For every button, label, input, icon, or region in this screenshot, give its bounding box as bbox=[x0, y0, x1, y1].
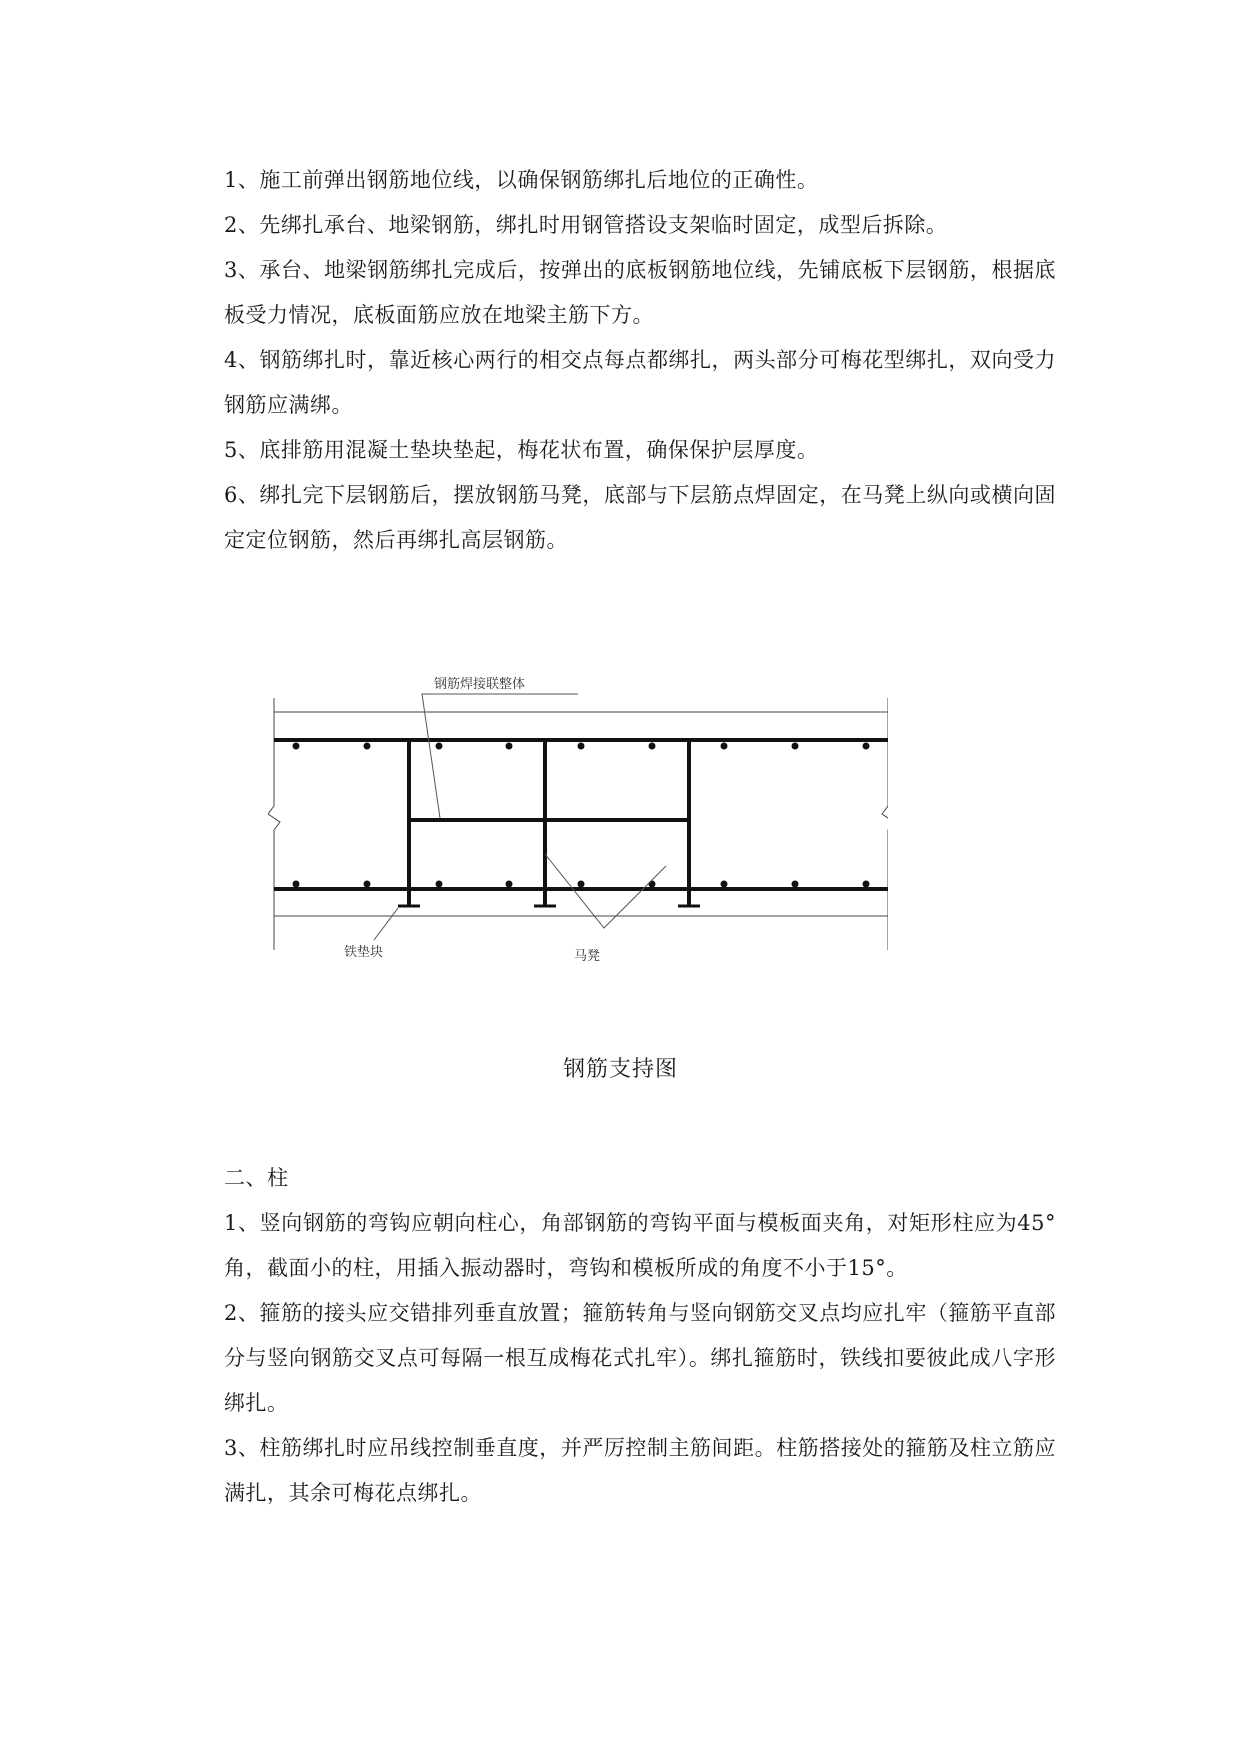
rebar-dot bbox=[792, 881, 799, 888]
distribution-bars bbox=[293, 743, 870, 888]
rebar-dot bbox=[578, 881, 585, 888]
paragraph-1: 1、施工前弹出钢筋地位线，以确保钢筋绑扎后地位的正确性。 bbox=[224, 168, 819, 192]
left-break-line bbox=[268, 698, 280, 950]
rebar-dot bbox=[649, 881, 656, 888]
paragraph-3: 3、柱筋绑扎时应吊线控制垂直度，并严厉控制主筋间距。柱筋搭接处的箍筋及柱立筋应满扎，其余可梅花点绑扎。 bbox=[224, 1436, 1056, 1505]
paragraph-3: 3、承台、地梁钢筋绑扎完成后，按弹出的底板钢筋地位线，先铺底板下层钢筋，根据底板受力情况，底板面筋应放在地梁主筋下方。 bbox=[224, 258, 1056, 327]
paragraph-2: 2、先绑扎承台、地梁钢筋，绑扎时用钢管搭设支架临时固定，成型后拆除。 bbox=[224, 213, 948, 237]
weld-label: 钢筋焊接联整体 bbox=[434, 677, 526, 692]
rebar-dot bbox=[293, 881, 300, 888]
rebar-support-diagram bbox=[268, 668, 888, 968]
rebar-dot bbox=[863, 743, 870, 750]
rebar-dot bbox=[578, 743, 585, 750]
paragraph-2: 2、箍筋的接头应交错排列垂直放置；箍筋转角与竖向钢筋交叉点均应扎牢（箍筋平直部分与竖向钢筋交叉点可每隔一根互成梅花式扎牢）。绑扎箍筋时，铁线扣要彼此成八字形绑扎。 bbox=[224, 1301, 1056, 1415]
rebar-dot bbox=[721, 743, 728, 750]
paragraph-4: 4、钢筋绑扎时，靠近核心两行的相交点每点都绑扎，两头部分可梅花型绑扎，双向受力钢筋应满绑。 bbox=[224, 348, 1056, 417]
right-break-line bbox=[882, 698, 888, 950]
paragraph-6: 6、绑扎完下层钢筋后，摆放钢筋马凳，底部与下层筋点焊固定，在马凳上纵向或横向固定定位钢筋，然后再绑扎高层钢筋。 bbox=[224, 483, 1056, 552]
paragraph-1: 1、竖向钢筋的弯钩应朝向柱心，角部钢筋的弯钩平面与模板面夹角，对矩形柱应为45°角，截面小的柱，用插入振动器时，弯钩和模板所成的角度不小于15°。 bbox=[224, 1211, 1056, 1280]
rebar-dot bbox=[506, 881, 513, 888]
section-heading: 二、柱 bbox=[224, 1166, 289, 1190]
iron-pad-label: 铁垫块 bbox=[344, 945, 384, 960]
rebar-dot bbox=[649, 743, 656, 750]
section-1-text bbox=[224, 158, 1056, 563]
section-2-text bbox=[224, 1156, 1056, 1516]
paragraph-5: 5、底排筋用混凝土垫块垫起，梅花状布置，确保保护层厚度。 bbox=[224, 438, 819, 462]
figure-caption: 钢筋支持图 bbox=[562, 1057, 678, 1082]
leader-lines bbox=[374, 694, 666, 940]
rebar-dot bbox=[721, 881, 728, 888]
rebar-dot bbox=[863, 881, 870, 888]
rebar-dot bbox=[792, 743, 799, 750]
weld-leader bbox=[422, 694, 578, 818]
rebar-dot bbox=[364, 743, 371, 750]
rebar-dot bbox=[436, 743, 443, 750]
rebar-dot bbox=[506, 743, 513, 750]
rebar-dot bbox=[293, 743, 300, 750]
stool-label: 马凳 bbox=[574, 949, 601, 964]
pad-leader bbox=[374, 908, 398, 940]
slab-outline bbox=[268, 698, 888, 950]
rebar-dot bbox=[436, 881, 443, 888]
rebar-dot bbox=[364, 881, 371, 888]
